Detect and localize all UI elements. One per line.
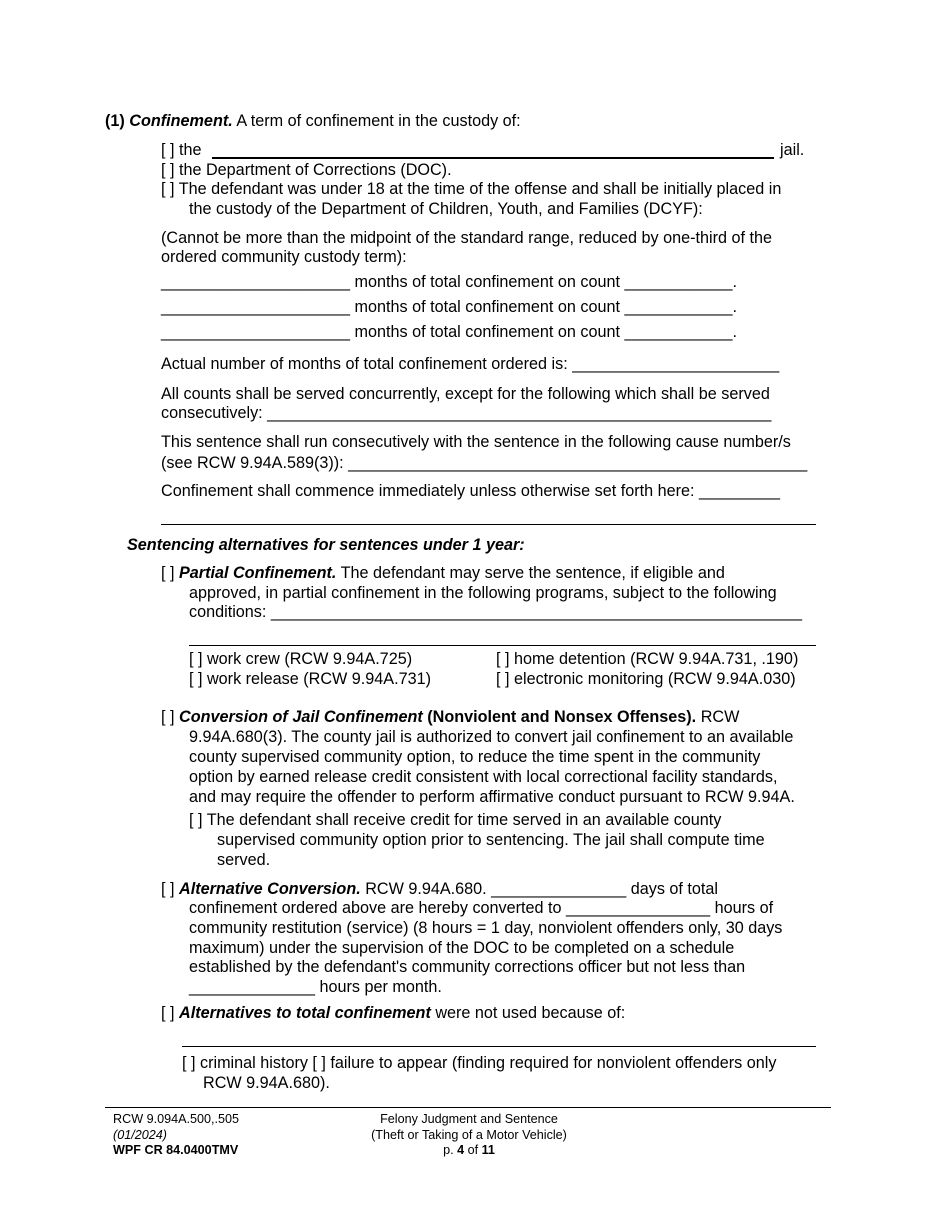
conversion-text-3: county supervised community option, to reduce the time spent in the community [189,748,761,766]
credit-text-3: served. [217,851,271,869]
concurrent-text: All counts shall be served concurrently, except for the following which shall be served [161,385,770,403]
page-prefix: p. [443,1143,454,1157]
conversion-text-4: option by earned release credit consistent with local correctional facility standards, [189,768,778,786]
page-total: 11 [481,1143,495,1157]
footer-form-number: WPF CR 84.0400TMV [113,1143,239,1157]
midpoint-note-2: ordered community custody term): [161,248,407,266]
credit-text-2: supervised community option prior to sentencing. The jail shall compute time [217,831,765,849]
alt-conversion-text-5: established by the defendant's community corrections officer but not less than [189,958,746,976]
actual-months-field[interactable]: Actual number of months of total confinement ordered is: _______________________ [161,355,780,373]
conversion-subtitle: (Nonviolent and Nonsex Offenses). [427,708,697,726]
jail-name-field[interactable] [212,157,774,159]
alt-conversion-hours-field[interactable]: confinement ordered above are hereby converted to ________________ hours of [189,899,774,917]
electronic-monitoring-option[interactable]: [ ] electronic monitoring (RCW 9.94A.030) [496,670,796,688]
section-title: Confinement. [129,112,233,130]
partial-conditions-field[interactable]: conditions: ___________________________________________________________ [189,603,803,621]
jail-checkbox-label[interactable]: [ ] the [161,141,202,159]
footer-subtitle: (Theft or Taking of a Motor Vehicle) [371,1128,567,1142]
cause-number-field[interactable]: (see RCW 9.94A.589(3)): ___________________________________________________ [161,454,808,472]
months-row-3[interactable]: _____________________ months of total confinement on count ____________. [161,323,738,341]
credit-option[interactable]: [ ] The defendant shall receive credit for time served in an available county [189,811,722,829]
not-used-reason-line[interactable] [182,1046,816,1047]
conversion-row [161,708,739,727]
work-crew-option[interactable]: [ ] work crew (RCW 9.94A.725) [189,650,413,668]
months-row-1[interactable]: _____________________ months of total confinement on count ____________. [161,273,738,291]
dcyf-checkbox-label[interactable]: [ ] The defendant was under 18 at the time of the offense and shall be initially placed in [161,180,782,198]
page-of: of [467,1143,479,1157]
consecutive-counts-field[interactable]: consecutively: ________________________________________________________ [161,404,772,422]
alt-conversion-title: Alternative Conversion. [179,880,361,898]
conversion-checkbox[interactable]: [ ] [161,708,175,726]
partial-conditions-extra-line[interactable] [189,645,816,646]
footer-date: (01/2024) [113,1128,167,1142]
not-used-title: Alternatives to total confinement [179,1004,431,1022]
jail-suffix: jail. [780,141,805,159]
commence-extra-line[interactable] [161,524,816,525]
alternatives-heading: Sentencing alternatives for sentences under 1 year: [127,536,525,554]
not-used-checkbox[interactable]: [ ] [161,1004,175,1022]
conversion-rcw: RCW [700,708,740,726]
hours-per-month-field[interactable]: ______________ hours per month. [189,978,442,996]
partial-confinement-title: Partial Confinement. [179,564,337,582]
footer-title: Felony Judgment and Sentence [380,1112,558,1126]
section-number: (1) [105,112,125,130]
conversion-title: Conversion of Jail Confinement [179,708,423,726]
partial-confinement-row [161,564,725,583]
not-used-row [161,1004,625,1023]
home-detention-option[interactable]: [ ] home detention (RCW 9.94A.731, .190) [496,650,799,668]
footer-page-number [319,1143,619,1158]
commence-field[interactable]: Confinement shall commence immediately unless otherwise set forth here: _________ [161,482,781,500]
midpoint-note: (Cannot be more than the midpoint of the standard range, reduced by one-third of the [161,229,773,247]
section-heading [105,112,521,131]
conversion-text-2: 9.94A.680(3). The county jail is authorized to convert jail confinement to an available [189,728,794,746]
dcyf-text: the custody of the Department of Children, Youth, and Families (DCYF): [189,200,703,218]
conversion-text-5: and may require the offender to perform affirmative conduct pursuant to RCW 9.94A. [189,788,795,806]
alt-conversion-text-4: maximum) under the supervision of the DOC to be completed on a schedule [189,939,735,957]
work-release-option[interactable]: [ ] work release (RCW 9.94A.731) [189,670,431,688]
alt-conversion-days-field[interactable]: RCW 9.94A.680. _______________ days of total [365,880,719,898]
reasons-options[interactable]: [ ] criminal history [ ] failure to appear (finding required for nonviolent offenders only [182,1054,777,1072]
page-current: 4 [457,1143,465,1157]
partial-confinement-text: The defendant may serve the sentence, if eligible and [340,564,725,582]
section-intro: A term of confinement in the custody of: [236,112,521,130]
alt-conversion-checkbox[interactable]: [ ] [161,880,175,898]
reasons-text-2: RCW 9.94A.680). [203,1074,330,1092]
footer-rule [105,1107,831,1108]
alt-conversion-text-3: community restitution (service) (8 hours = 1 day, nonviolent offenders only, 30 days [189,919,783,937]
partial-confinement-checkbox[interactable]: [ ] [161,564,175,582]
not-used-text: were not used because of: [435,1004,626,1022]
partial-confinement-text-2: approved, in partial confinement in the following programs, subject to the following [189,584,777,602]
months-row-2[interactable]: _____________________ months of total confinement on count ____________. [161,298,738,316]
doc-checkbox-label[interactable]: [ ] the Department of Corrections (DOC). [161,161,452,179]
footer-rcw: RCW 9.094A.500,.505 [113,1112,240,1126]
cause-number-text: This sentence shall run consecutively with the sentence in the following cause number/s [161,433,791,451]
alt-conversion-row [161,880,718,899]
